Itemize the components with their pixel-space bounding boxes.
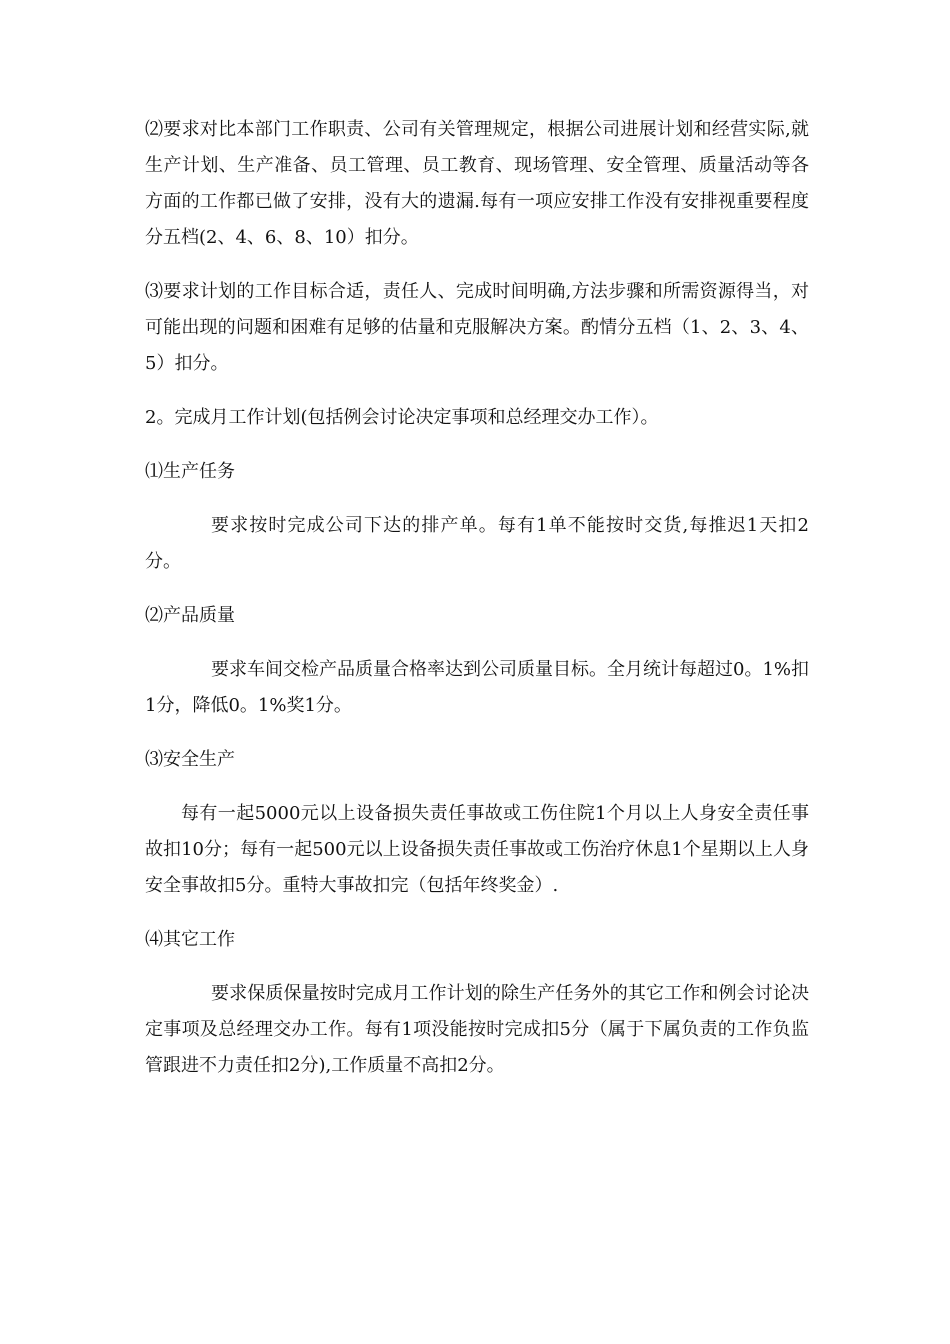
paragraph-plan-coverage: ⑵要求对比本部门工作职责、公司有关管理规定，根据公司进展计划和经营实际,就生产计划、生产准备、员工管理、员工教育、现场管理、安全管理、质量活动等各方面的工作都已做了安排，没有大的遗漏.每有一项应安排工作没有安排视重要程度分五档(2、4、6、8、10）扣分。 bbox=[145, 119, 809, 248]
item-2-body: 要求车间交检产品质量合格率达到公司质量目标。全月统计每超过0。1%扣1分，降低0。1%奖1分。 bbox=[145, 659, 810, 716]
document-body bbox=[145, 112, 809, 1102]
section-2-title: 2。完成月工作计划(包括例会讨论决定事项和总经理交办工作）。 bbox=[145, 407, 659, 428]
item-2-title: ⑵产品质量 bbox=[145, 605, 235, 626]
item-4-body: 要求保质保量按时完成月工作计划的除生产任务外的其它工作和例会讨论决定事项及总经理交办工作。每有1项没能按时完成扣5分（属于下属负责的工作负监管跟进不力责任扣2分),工作质量不高扣2分。 bbox=[145, 983, 809, 1076]
item-1-body: 要求按时完成公司下达的排产单。每有1单不能按时交货,每推迟1天扣2分。 bbox=[145, 515, 809, 572]
item-1-title: ⑴生产任务 bbox=[145, 461, 235, 482]
item-4-title: ⑷其它工作 bbox=[145, 929, 235, 950]
item-3-body: 每有一起5000元以上设备损失责任事故或工伤住院1个月以上人身安全责任事故扣10分；每有一起500元以上设备损失责任事故或工伤治疗休息1个星期以上人身安全事故扣5分。重特大事故扣完（包括年终奖金）. bbox=[145, 803, 809, 896]
item-3-title: ⑶安全生产 bbox=[145, 749, 235, 770]
paragraph-plan-targets: ⑶要求计划的工作目标合适，责任人、完成时间明确,方法步骤和所需资源得当，对可能出现的问题和困难有足够的估量和克服解决方案。酌情分五档（1、2、3、4、5）扣分。 bbox=[145, 281, 809, 374]
